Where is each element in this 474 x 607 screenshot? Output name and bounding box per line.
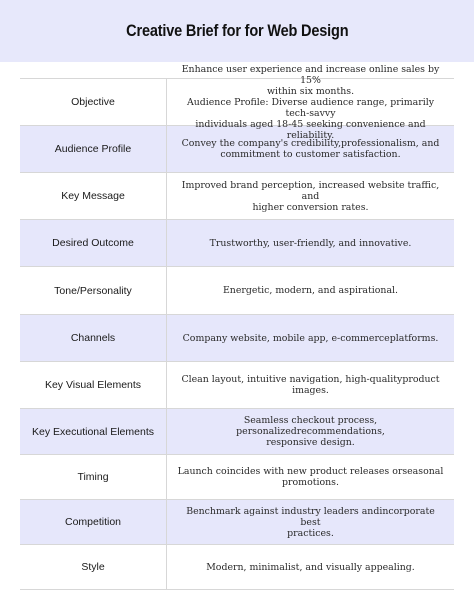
row-label: Desired Outcome — [20, 220, 167, 266]
header-banner — [0, 0, 474, 62]
table-row-channels — [20, 315, 454, 362]
row-value: Benchmark against industry leaders andincorporate best practices. — [186, 505, 435, 539]
row-label: Key Executional Elements — [20, 409, 167, 454]
row-label: Competition — [20, 500, 167, 544]
table-row-key-executional-elements — [20, 409, 454, 455]
table-row-audience-profile — [20, 126, 454, 173]
row-value: Clean layout, intuitive navigation, high-qualityproduct images. — [181, 374, 440, 396]
table-row-objective — [20, 63, 454, 141]
row-label: Key Message — [20, 173, 167, 219]
brief-table — [20, 63, 454, 590]
table-row-timing — [20, 455, 454, 500]
row-value: Launch coincides with new product releases orseasonal promotions. — [177, 466, 444, 488]
row-label: Timing — [20, 455, 167, 499]
row-value: Convey the company's credibility,professionalism, and commitment to customer satisfaction. — [181, 138, 440, 160]
row-value: Trustworthy, user-friendly, and innovative. — [209, 237, 412, 249]
table-row-style — [20, 545, 454, 590]
row-value: Improved brand perception, increased website traffic, and higher conversion rates. — [181, 179, 440, 213]
table-row-competition — [20, 500, 454, 545]
row-value: Enhance user experience and increase online sales by 15% within six months. Audience Profile: Diverse audience range, primarily tech-savvy individuals aged 18-45 seeking convenience and reliability. — [181, 63, 440, 141]
row-label: Tone/Personality — [20, 267, 167, 314]
row-value: Modern, minimalist, and visually appealing. — [206, 561, 415, 573]
row-value: Company website, mobile app, e-commerceplatforms. — [182, 332, 439, 344]
table-row-desired-outcome — [20, 220, 454, 267]
row-label: Key Visual Elements — [20, 362, 167, 408]
row-label: Objective — [20, 79, 167, 125]
page-title: Creative Brief for for Web Design — [125, 21, 349, 40]
table-row-key-message — [20, 173, 454, 220]
row-label: Style — [20, 545, 167, 589]
row-value: Energetic, modern, and aspirational. — [222, 285, 399, 296]
table-row-key-visual-elements — [20, 362, 454, 409]
row-label: Channels — [20, 315, 167, 361]
row-label: Audience Profile — [20, 126, 167, 172]
table-row-tone-personality — [20, 267, 454, 315]
row-value: Seamless checkout process, personalizedrecommendations, responsive design. — [236, 415, 385, 448]
